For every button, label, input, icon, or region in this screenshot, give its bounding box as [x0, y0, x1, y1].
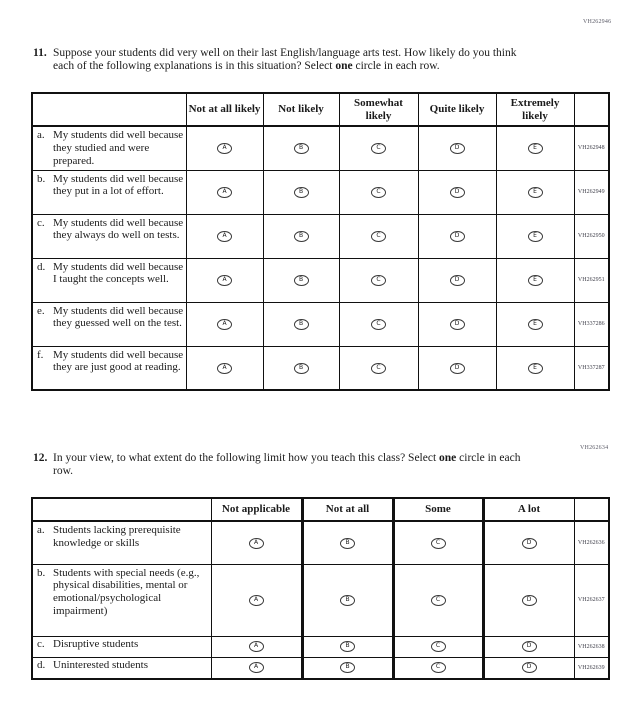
q12-accession-code: VH262634 — [580, 445, 609, 451]
row-text: My students did well because I taught the concepts well. — [53, 260, 184, 286]
answer-circle-b[interactable]: B — [340, 662, 355, 673]
option-cell — [496, 302, 574, 346]
answer-circle-b[interactable]: B — [294, 231, 309, 242]
option-cell — [339, 302, 418, 346]
option-cell — [211, 564, 302, 636]
q12-row-b — [32, 564, 609, 636]
row-text: Students lacking prerequisite knowledge or skills — [53, 524, 181, 549]
row-text: My students did well because they guessed well on the test. — [53, 304, 184, 330]
option-cell — [496, 346, 574, 390]
q12-row-c — [32, 636, 609, 657]
row-code: VH337286 — [574, 302, 609, 346]
row-code: VH262948 — [574, 126, 609, 170]
row-letter: c. — [37, 637, 45, 650]
answer-circle-a[interactable]: A — [217, 363, 232, 374]
answer-circle-d[interactable]: D — [450, 319, 465, 330]
row-text: Uninterested students — [53, 658, 149, 671]
q12-row-a — [32, 521, 609, 564]
option-cell — [496, 126, 574, 170]
q11-row-a — [32, 126, 609, 170]
option-cell — [186, 214, 263, 258]
option-cell — [496, 170, 574, 214]
answer-circle-b[interactable]: B — [340, 538, 355, 549]
row-code: VH262949 — [574, 170, 609, 214]
option-cell — [263, 214, 339, 258]
q12-number: 12. — [33, 452, 48, 464]
q12-header-not-applicable: Not applicable — [211, 498, 302, 521]
option-cell — [496, 214, 574, 258]
q11-text — [53, 47, 525, 73]
q11-row-e — [32, 302, 609, 346]
row-code: VH262638 — [574, 636, 609, 657]
row-letter: e. — [37, 304, 45, 317]
answer-circle-a[interactable]: A — [217, 319, 232, 330]
answer-circle-d[interactable]: D — [522, 595, 537, 606]
row-label — [32, 657, 211, 679]
q11-row-b — [32, 170, 609, 214]
q11-header-not-at-all-likely: Not at all likely — [186, 93, 263, 126]
answer-circle-a[interactable]: A — [249, 662, 264, 673]
row-letter: f. — [37, 348, 44, 361]
answer-circle-e[interactable]: E — [528, 231, 543, 242]
row-text: My students did well because they put in a lot of effort. — [53, 172, 184, 198]
answer-circle-e[interactable]: E — [528, 187, 543, 198]
option-cell — [211, 636, 302, 657]
option-cell — [302, 564, 393, 636]
row-label — [32, 302, 186, 346]
row-label — [32, 258, 186, 302]
option-cell — [483, 657, 574, 679]
q11-header-code-empty — [574, 93, 609, 126]
option-cell — [186, 258, 263, 302]
row-letter: d. — [37, 658, 46, 671]
row-letter: a. — [37, 129, 45, 141]
option-cell — [186, 302, 263, 346]
row-code: VH262950 — [574, 214, 609, 258]
row-code: VH262636 — [574, 521, 609, 564]
row-label — [32, 636, 211, 657]
option-cell — [393, 521, 483, 564]
q12-question — [33, 452, 525, 478]
q11-header-empty — [32, 93, 186, 126]
answer-circle-a[interactable]: A — [249, 595, 264, 606]
answer-circle-b[interactable]: B — [340, 641, 355, 652]
q11-number: 11. — [33, 47, 47, 59]
answer-circle-d[interactable]: D — [450, 363, 465, 374]
answer-circle-c[interactable]: C — [431, 538, 446, 549]
option-cell — [418, 126, 496, 170]
answer-circle-e[interactable]: E — [528, 275, 543, 286]
answer-circle-d[interactable]: D — [450, 187, 465, 198]
answer-circle-a[interactable]: A — [249, 538, 264, 549]
option-cell — [186, 170, 263, 214]
answer-circle-b[interactable]: B — [294, 187, 309, 198]
row-label — [32, 346, 186, 390]
option-cell — [483, 564, 574, 636]
q12-table — [31, 497, 610, 680]
row-letter: b. — [37, 172, 46, 185]
q12-text — [53, 452, 525, 478]
option-cell — [418, 258, 496, 302]
answer-circle-d[interactable]: D — [450, 143, 465, 154]
answer-circle-c[interactable]: C — [371, 363, 386, 374]
answer-circle-a[interactable]: A — [217, 231, 232, 242]
q11-text-bold: one — [335, 60, 353, 73]
q12-header-code-empty — [574, 498, 609, 521]
row-text: My students did well because they studied and were prepared. — [53, 129, 184, 167]
answer-circle-a[interactable]: A — [217, 143, 232, 154]
row-text: My students did well because they always do well on tests. — [53, 216, 184, 242]
q11-header-extremely-likely: Extremely likely — [496, 93, 574, 126]
row-code: VH262637 — [574, 564, 609, 636]
q11-question — [33, 47, 525, 73]
option-cell — [418, 214, 496, 258]
option-cell — [339, 258, 418, 302]
answer-circle-c[interactable]: C — [371, 231, 386, 242]
answer-circle-b[interactable]: B — [294, 319, 309, 330]
row-text: Students with special needs (e.g., physical disabilities, mental or emotional/psychological impairment) — [53, 566, 200, 617]
row-letter: a. — [37, 524, 45, 536]
answer-circle-d[interactable]: D — [522, 538, 537, 549]
answer-circle-d[interactable]: D — [522, 641, 537, 652]
answer-circle-e[interactable]: E — [528, 363, 543, 374]
answer-circle-c[interactable]: C — [431, 595, 446, 606]
answer-circle-c[interactable]: C — [431, 641, 446, 652]
option-cell — [483, 636, 574, 657]
option-cell — [393, 564, 483, 636]
option-cell — [211, 657, 302, 679]
q11-row-f — [32, 346, 609, 390]
answer-circle-c[interactable]: C — [371, 319, 386, 330]
option-cell — [186, 126, 263, 170]
row-label — [32, 521, 211, 564]
option-cell — [393, 636, 483, 657]
row-letter: c. — [37, 216, 45, 229]
answer-circle-b[interactable]: B — [340, 595, 355, 606]
answer-circle-c[interactable]: C — [371, 275, 386, 286]
option-cell — [339, 214, 418, 258]
option-cell — [211, 521, 302, 564]
option-cell — [496, 258, 574, 302]
q11-accession-code: VH262946 — [583, 19, 612, 25]
answer-circle-a[interactable]: A — [217, 275, 232, 286]
q12-header-a-lot: A lot — [483, 498, 574, 521]
option-cell — [339, 170, 418, 214]
answer-circle-d[interactable]: D — [450, 231, 465, 242]
row-label — [32, 214, 186, 258]
option-cell — [263, 258, 339, 302]
option-cell — [302, 636, 393, 657]
answer-circle-c[interactable]: C — [431, 662, 446, 673]
row-code: VH337287 — [574, 346, 609, 390]
option-cell — [263, 170, 339, 214]
q12-text-tail: circle in each row. — [53, 452, 521, 478]
q11-table — [31, 92, 610, 391]
q12-header-row — [32, 498, 609, 521]
option-cell — [393, 657, 483, 679]
row-label — [32, 126, 186, 170]
row-text: My students did well because they are just good at reading. — [53, 348, 184, 374]
q12-header-empty — [32, 498, 211, 521]
row-code: VH262951 — [574, 258, 609, 302]
option-cell — [339, 126, 418, 170]
answer-circle-e[interactable]: E — [528, 143, 543, 154]
row-text: Disruptive students — [53, 637, 139, 650]
answer-circle-d[interactable]: D — [450, 275, 465, 286]
q11-text-main: Suppose your students did very well on their last English/language arts test. How likely do you think each of the following explanations is in this situation? Select — [53, 47, 517, 73]
option-cell — [186, 346, 263, 390]
q12-header-some: Some — [393, 498, 483, 521]
answer-circle-a[interactable]: A — [249, 641, 264, 652]
answer-circle-d[interactable]: D — [522, 662, 537, 673]
option-cell — [302, 657, 393, 679]
q12-text-main: In your view, to what extent do the following limit how you teach this class? Select — [53, 452, 440, 464]
option-cell — [263, 302, 339, 346]
q11-header-row — [32, 93, 609, 126]
option-cell — [339, 346, 418, 390]
answer-circle-b[interactable]: B — [294, 275, 309, 286]
q11-text-tail: circle in each row. — [352, 60, 440, 73]
row-letter: d. — [37, 260, 46, 273]
option-cell — [263, 126, 339, 170]
row-label — [32, 564, 211, 636]
row-code: VH262639 — [574, 657, 609, 679]
option-cell — [483, 521, 574, 564]
answer-circle-b[interactable]: B — [294, 143, 309, 154]
q12-text-bold: one — [439, 452, 457, 464]
row-label — [32, 170, 186, 214]
answer-circle-c[interactable]: C — [371, 187, 386, 198]
answer-circle-b[interactable]: B — [294, 363, 309, 374]
q12-row-d — [32, 657, 609, 679]
row-letter: b. — [37, 566, 46, 579]
q11-header-quite-likely: Quite likely — [418, 93, 496, 126]
q11-header-somewhat-likely: Somewhat likely — [339, 93, 418, 126]
option-cell — [418, 170, 496, 214]
option-cell — [302, 521, 393, 564]
answer-circle-e[interactable]: E — [528, 319, 543, 330]
option-cell — [418, 302, 496, 346]
answer-circle-a[interactable]: A — [217, 187, 232, 198]
q11-row-c — [32, 214, 609, 258]
q11-header-not-likely: Not likely — [263, 93, 339, 126]
q11-row-d — [32, 258, 609, 302]
option-cell — [263, 346, 339, 390]
q12-header-not-at-all: Not at all — [302, 498, 393, 521]
answer-circle-c[interactable]: C — [371, 143, 386, 154]
option-cell — [418, 346, 496, 390]
